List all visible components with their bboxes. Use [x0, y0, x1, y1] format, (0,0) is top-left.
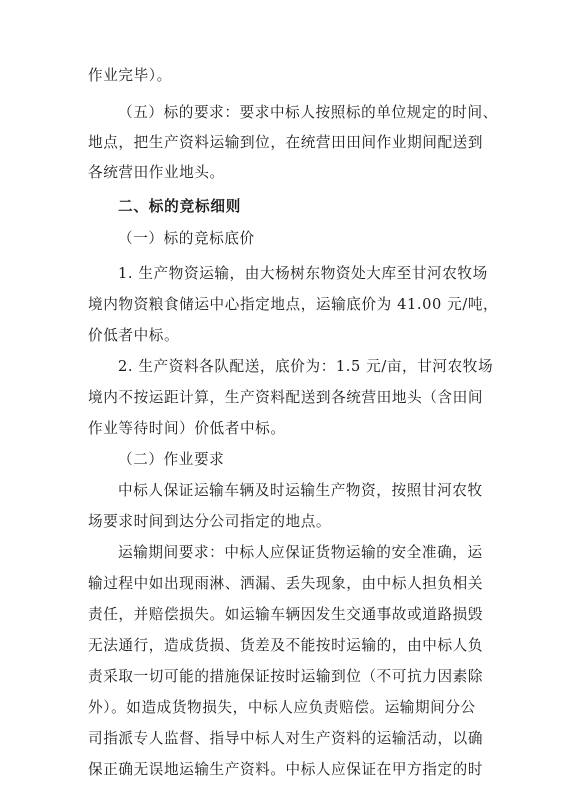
paragraph-line: 地点，把生产资料运输到位，在统营田田间作业期间配送到	[88, 134, 484, 151]
paragraph-line: 1. 生产物资运输，由大杨树东物资处大库至甘河农牧场	[118, 265, 488, 282]
paragraph-line: 保正确无误地运输生产资料。中标人应保证在甲方指定的时	[88, 761, 484, 778]
paragraph-line: 中标人保证运输车辆及时运输生产物资，按照甘河农牧	[118, 482, 483, 499]
paragraph-line: 运输期间要求：中标人应保证货物运输的安全准确，运	[118, 544, 483, 561]
subheading: （一）标的竞标底价	[118, 230, 255, 247]
paragraph-line: 责任，并赔偿损失。如运输车辆因发生交通事故或道路损毁	[88, 606, 484, 623]
section-heading: 二、标的竞标细则	[118, 198, 242, 215]
paragraph-line: 外）。如造成货物损失，中标人应负责赔偿。运输期间分公	[88, 699, 476, 716]
paragraph-line: 价低者中标。	[88, 327, 180, 344]
paragraph-line: 2. 生产资料各队配送，底价为：1.5 元/亩，甘河农牧场	[118, 358, 494, 375]
paragraph-line: 境内不按运距计算，生产资料配送到各统营田地头（含田间	[88, 389, 484, 406]
paragraph-line: 无法通行，造成货损、货差及不能按时运输的，由中标人负	[88, 637, 484, 654]
paragraph-line: （五）标的要求：要求中标人按照标的单位规定的时间、	[118, 104, 498, 121]
paragraph-line: 输过程中如出现雨淋、洒漏、丢失现象，由中标人担负相关	[88, 575, 484, 592]
subheading: （二）作业要求	[118, 451, 225, 468]
paragraph-line: 责采取一切可能的措施保证按时运输到位（不可抗力因素除	[88, 668, 484, 685]
paragraph-line: 作业完毕）。	[88, 67, 172, 84]
paragraph-line: 各统营田作业地头。	[88, 164, 225, 181]
paragraph-line: 场要求时间到达分公司指定的地点。	[88, 513, 332, 530]
paragraph-line: 作业等待时间）价低者中标。	[88, 420, 286, 437]
paragraph-line: 境内物资粮食储运中心指定地点，运输底价为 41.00 元/吨，	[88, 296, 499, 313]
paragraph-line: 司指派专人监督、指导中标人对生产资料的运输活动，以确	[88, 730, 484, 747]
